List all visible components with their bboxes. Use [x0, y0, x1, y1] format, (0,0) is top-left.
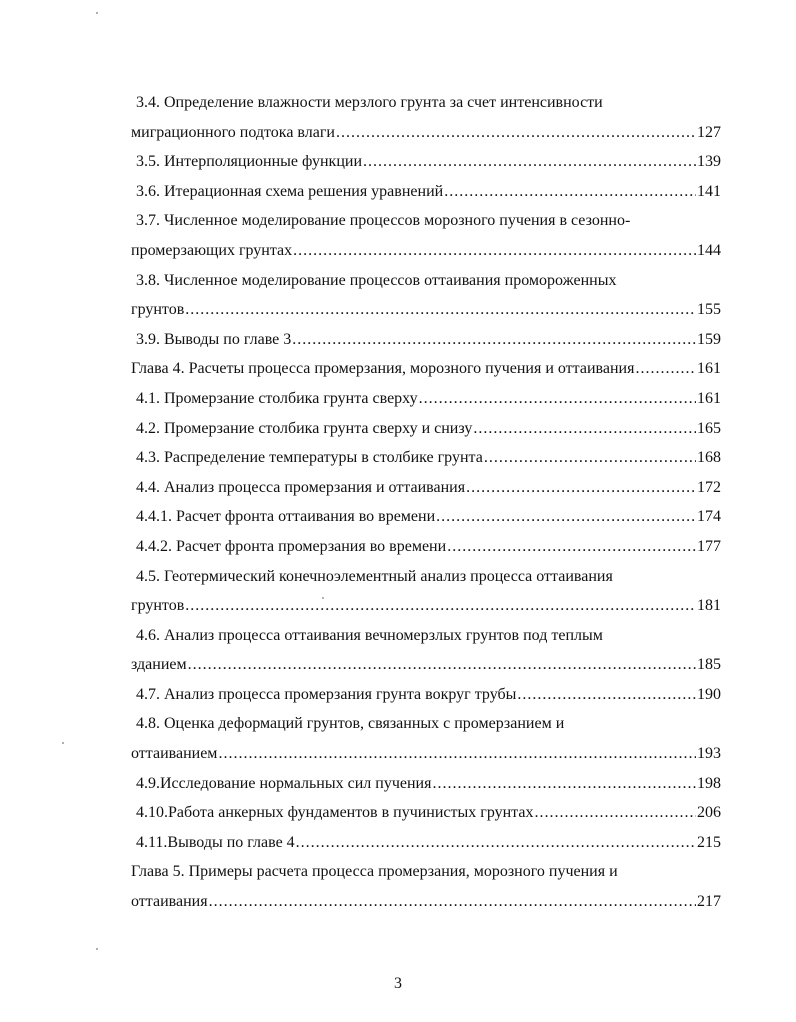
toc-entry-title: 4.7. Анализ процесса промерзания грунта вокруг трубы: [136, 685, 517, 703]
toc-page-ref: 161: [697, 360, 721, 378]
dot-leader: [473, 414, 696, 444]
toc-entry-title: грунтов: [131, 597, 185, 615]
toc-entry-title: 4.4.1. Расчет фронта оттаивания во времени: [136, 508, 436, 526]
toc-entry-chapter-4: [131, 354, 721, 384]
toc-page-ref: 172: [697, 478, 721, 496]
toc-page-ref: 198: [697, 774, 721, 792]
toc-page-ref: 161: [697, 389, 721, 407]
toc-entry-title: 4.4.2. Расчет фронта промерзания во времени: [136, 537, 447, 555]
toc-page-ref: 185: [697, 656, 721, 674]
toc-entry-title: оттаивания: [131, 893, 208, 911]
dot-leader: [419, 384, 696, 414]
toc-page-ref: 139: [697, 153, 721, 171]
toc-entry-4-5: [131, 591, 721, 621]
toc-entry-title: 4.4. Анализ процесса промерзания и оттаивания: [136, 478, 466, 496]
dot-leader: [218, 739, 696, 769]
toc-entry-4-10: [131, 798, 721, 828]
dot-leader: [292, 325, 696, 355]
toc-page-ref: 206: [697, 804, 721, 822]
dot-leader: [209, 887, 696, 917]
dot-leader: [447, 532, 696, 562]
toc-entry-4-3: [131, 443, 721, 473]
toc-line: Глава 5. Примеры расчета процесса промерзания, морозного пучения и: [131, 863, 618, 881]
toc-entry-title: промерзающих грунтах: [131, 241, 293, 259]
toc-page-ref: 174: [697, 508, 721, 526]
toc-page-ref: 177: [697, 537, 721, 555]
dot-leader: [444, 177, 696, 207]
toc-page-ref: 165: [697, 419, 721, 437]
toc-entry-title: грунтов: [131, 301, 185, 319]
scan-speck: [322, 597, 324, 599]
toc-entry-title: 4.1. Промерзание столбика грунта сверху: [136, 389, 418, 407]
dot-leader: [517, 680, 696, 710]
toc-entry-4-11: [131, 828, 721, 858]
toc-page-ref: 144: [697, 241, 721, 259]
toc-entry-3-7: [131, 236, 721, 266]
toc-page-ref: 215: [697, 833, 721, 851]
toc-line: 3.8. Численное моделирование процессов оттаивания промороженных: [136, 271, 617, 289]
toc-line: 4.5. Геотермический конечноэлементный анализ процесса оттаивания: [136, 567, 613, 585]
toc-entry-title: 3.6. Итерационная схема решения уравнений: [136, 182, 444, 200]
toc-page-ref: 181: [697, 597, 721, 615]
toc-page-ref: 193: [697, 745, 721, 763]
dot-leader: [296, 828, 696, 858]
toc-entry-title: 4.3. Распределение температуры в столбике грунта: [136, 449, 483, 467]
dot-leader: [436, 502, 696, 532]
table-of-contents: [131, 88, 721, 917]
toc-entry-title: 3.5. Интерполяционные функции: [136, 153, 362, 171]
toc-entry-4-4-1: [131, 502, 721, 532]
dot-leader: [432, 769, 696, 799]
toc-entry-3-6: [131, 177, 721, 207]
toc-page-ref: 217: [697, 893, 721, 911]
dot-leader: [185, 295, 696, 325]
toc-entry-4-2: [131, 414, 721, 444]
scan-speck: [96, 948, 98, 950]
dot-leader: [188, 650, 696, 680]
toc-line: 3.7. Численное моделирование процессов морозного пучения в сезонно-: [136, 212, 631, 230]
toc-entry-4-4: [131, 473, 721, 503]
dot-leader: [484, 443, 696, 473]
dot-leader: [293, 236, 696, 266]
toc-entry-title: миграционного подтока влаги: [131, 123, 335, 141]
toc-entry-title: оттаиванием: [131, 745, 218, 763]
scan-speck: [96, 12, 98, 14]
toc-entry-title: Глава 4. Расчеты процесса промерзания, морозного пучения и оттаивания: [131, 360, 635, 378]
toc-entry-title: 4.2. Промерзание столбика грунта сверху и снизу: [136, 419, 473, 437]
toc-page-ref: 155: [697, 301, 721, 319]
scan-speck: [62, 742, 64, 744]
dot-leader: [534, 798, 696, 828]
toc-entry-4-7: [131, 680, 721, 710]
toc-line: 4.6. Анализ процесса оттаивания вечномерзлых грунтов под теплым: [136, 626, 603, 644]
toc-page-ref: 159: [697, 330, 721, 348]
dot-leader: [363, 147, 696, 177]
toc-entry-chapter-5: [131, 887, 721, 917]
toc-entry-title: 3.9. Выводы по главе 3: [136, 330, 292, 348]
toc-entry-title: 4.11.Выводы по главе 4: [136, 833, 295, 851]
dot-leader: [466, 473, 696, 503]
toc-page-ref: 168: [697, 449, 721, 467]
toc-entry-3-8: [131, 295, 721, 325]
dot-leader: [635, 354, 696, 384]
toc-entry-3-9: [131, 325, 721, 355]
toc-entry-3-5: [131, 147, 721, 177]
toc-page-ref: 141: [697, 182, 721, 200]
toc-entry-title: 4.9.Исследование нормальных сил пучения: [136, 774, 432, 792]
toc-line: 4.8. Оценка деформаций грунтов, связанных с промерзанием и: [136, 715, 565, 733]
toc-line: 3.4. Определение влажности мерзлого грунта за счет интенсивности: [136, 94, 603, 111]
toc-entry-title: 4.10.Работа анкерных фундаментов в пучинистых грунтах: [136, 804, 534, 822]
toc-entry-4-4-2: [131, 532, 721, 562]
page-number: 3: [394, 975, 402, 992]
toc-page-ref: 127: [697, 123, 721, 141]
toc-entry-3-4: [131, 118, 721, 148]
dot-leader: [185, 591, 696, 621]
toc-entry-title: зданием: [131, 656, 187, 674]
toc-page-ref: 190: [697, 685, 721, 703]
dot-leader: [336, 118, 696, 148]
toc-entry-4-6: [131, 650, 721, 680]
toc-entry-4-1: [131, 384, 721, 414]
toc-entry-4-9: [131, 769, 721, 799]
toc-entry-4-8: [131, 739, 721, 769]
